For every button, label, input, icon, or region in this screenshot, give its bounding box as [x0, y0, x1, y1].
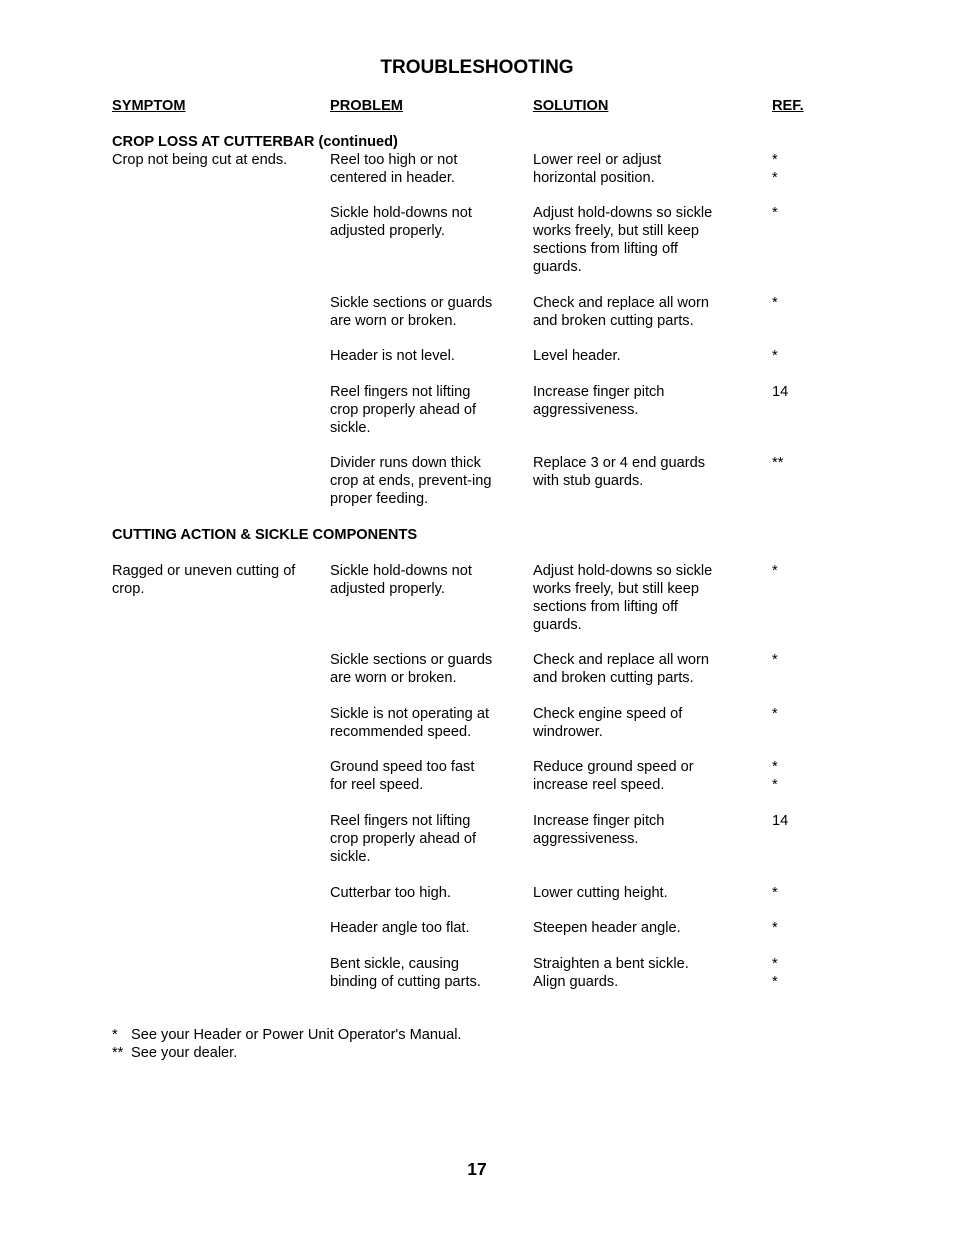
problem-cell: Reel too high or not centered in header. [330, 152, 458, 186]
solution-cell: Check and replace all worn and broken cutting parts. [533, 652, 710, 686]
footnote-text: See your Header or Power Unit Operator's Manual. [131, 1027, 462, 1043]
solution-cell: Reduce ground speed or increase reel speed. [533, 759, 694, 793]
section-title: CROP LOSS AT CUTTERBAR (continued) [112, 134, 398, 150]
table-row [0, 651, 954, 711]
problem-cell: Reel fingers not lifting crop properly ahead of sickle. [330, 384, 477, 436]
page-number: 17 [467, 1159, 487, 1179]
ref-cell: * [772, 706, 778, 722]
header-ref: REF. [772, 98, 804, 114]
solution-cell: Straighten a bent sickle. Align guards. [533, 956, 689, 990]
problem-cell: Sickle hold-downs not adjusted properly. [330, 205, 472, 239]
problem-cell: Sickle is not operating at recommended speed. [330, 706, 489, 740]
section-title: CUTTING ACTION & SICKLE COMPONENTS [112, 527, 418, 543]
solution-cell: Increase finger pitch aggressiveness. [533, 384, 665, 418]
header-symptom: SYMPTOM [112, 98, 186, 114]
problem-cell: Header is not level. [330, 348, 455, 364]
ref-cell: * [772, 885, 778, 901]
problem-cell: Ground speed too fast for reel speed. [330, 759, 475, 793]
problem-cell: Bent sickle, causing binding of cutting parts. [330, 956, 481, 990]
solution-cell: Check and replace all worn and broken cutting parts. [533, 295, 710, 329]
table-row [0, 758, 954, 818]
solution-cell: Replace 3 or 4 end guards with stub guards. [533, 455, 705, 489]
problem-cell: Header angle too flat. [330, 920, 470, 936]
ref-cell: * * [772, 759, 778, 793]
ref-cell: 14 [772, 813, 789, 829]
header-solution: SOLUTION [533, 98, 609, 114]
table-row [0, 705, 954, 765]
footnote-text: See your dealer. [131, 1045, 238, 1061]
ref-cell: ** [772, 455, 784, 471]
ref-cell: * [772, 348, 778, 364]
symptom-cell: Crop not being cut at ends. [112, 152, 288, 168]
problem-cell: Sickle sections or guards are worn or broken. [330, 652, 493, 686]
header-problem: PROBLEM [330, 98, 403, 114]
footnote-mark: ** [112, 1045, 124, 1061]
ref-cell: * * [772, 152, 778, 186]
solution-cell: Level header. [533, 348, 621, 364]
solution-cell: Adjust hold-downs so sickle works freely, but still keep sections from lifting off guards. [533, 205, 713, 275]
table-row [0, 454, 954, 514]
footnote [112, 1044, 712, 1062]
page-title: TROUBLESHOOTING [380, 57, 574, 78]
table-row [0, 812, 954, 872]
problem-cell: Cutterbar too high. [330, 885, 451, 901]
ref-cell: 14 [772, 384, 789, 400]
table-row [0, 151, 954, 211]
solution-cell: Adjust hold-downs so sickle works freely, but still keep sections from lifting off guards. [533, 563, 713, 633]
ref-cell: * [772, 295, 778, 311]
table-row [0, 562, 954, 633]
symptom-cell: Ragged or uneven cutting of crop. [112, 563, 296, 597]
ref-cell: * * [772, 956, 778, 990]
footnote [112, 1026, 712, 1044]
table-row [0, 204, 954, 275]
footnotes [112, 1026, 712, 1062]
table-row [0, 955, 954, 1015]
table-row [0, 383, 954, 443]
solution-cell: Steepen header angle. [533, 920, 681, 936]
ref-cell: * [772, 920, 778, 936]
ref-cell: * [772, 205, 778, 221]
table-row [0, 294, 954, 354]
footnote-mark: * [112, 1027, 118, 1043]
solution-cell: Lower reel or adjust horizontal position. [533, 152, 662, 186]
problem-cell: Reel fingers not lifting crop properly ahead of sickle. [330, 813, 477, 865]
problem-cell: Sickle sections or guards are worn or broken. [330, 295, 493, 329]
ref-cell: * [772, 563, 778, 579]
problem-cell: Sickle hold-downs not adjusted properly. [330, 563, 472, 597]
solution-cell: Lower cutting height. [533, 885, 668, 901]
solution-cell: Increase finger pitch aggressiveness. [533, 813, 665, 847]
problem-cell: Divider runs down thick crop at ends, prevent-ing proper feeding. [330, 455, 492, 507]
solution-cell: Check engine speed of windrower. [533, 706, 683, 740]
ref-cell: * [772, 652, 778, 668]
